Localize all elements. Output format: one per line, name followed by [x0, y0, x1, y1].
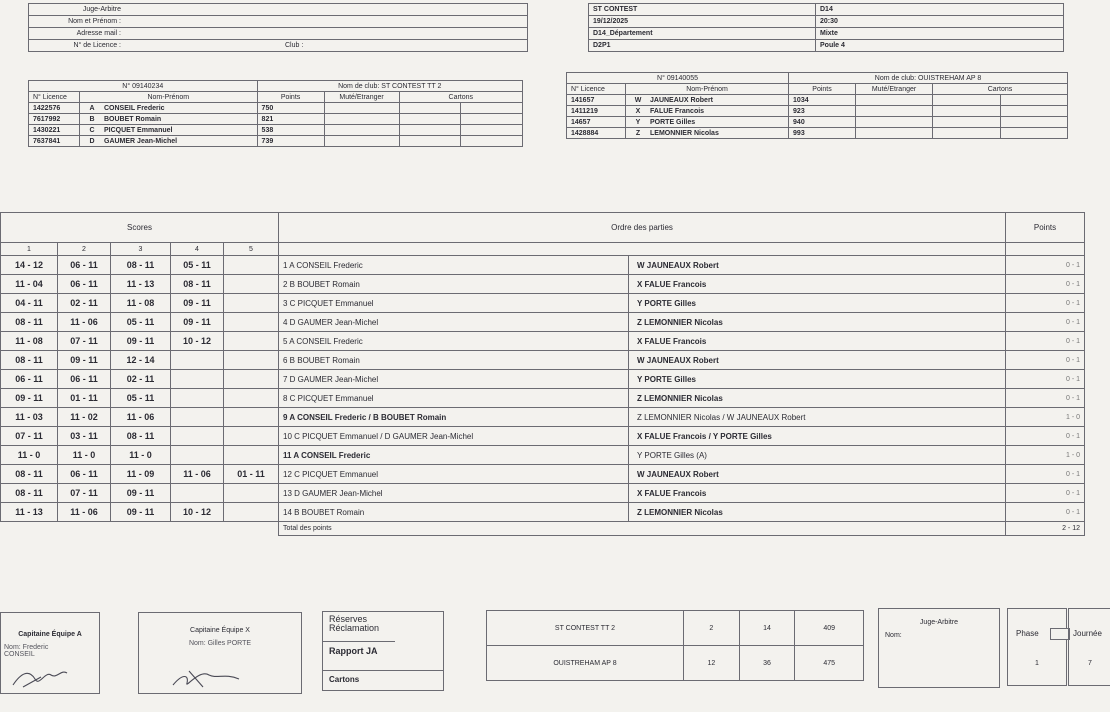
team-a-header-license: N° Licence [29, 92, 80, 103]
player-row [567, 106, 1068, 117]
match-player-x: Z LEMONNIER Nicolas [629, 389, 1006, 408]
player-row [29, 125, 523, 136]
captain-x-signature [169, 663, 249, 689]
match-info-value: Mixte [816, 28, 1064, 40]
player-letter: W [634, 96, 642, 104]
team-a-header-points: Points [257, 92, 324, 103]
score-row [1, 503, 1085, 522]
set-score: 11 - 06 [111, 408, 171, 427]
set-score: 09 - 11 [111, 332, 171, 351]
set-score: 11 - 0 [58, 446, 111, 465]
set-score: 11 - 04 [1, 275, 58, 294]
set-score: 08 - 11 [1, 351, 58, 370]
set-score: 08 - 11 [171, 275, 224, 294]
set-score: 09 - 11 [111, 484, 171, 503]
score-row [1, 332, 1085, 351]
player-points: 538 [257, 125, 324, 136]
player-cartons-cell-2 [461, 114, 523, 125]
phase-value: 1 [1035, 660, 1039, 667]
referee-box-name: Nom: [885, 632, 902, 639]
reserves-label: Réserves Réclamation [323, 612, 395, 642]
player-row [29, 114, 523, 125]
set-score: 11 - 0 [111, 446, 171, 465]
result-team: OUISTREHAM AP 8 [487, 646, 684, 681]
set-score: 11 - 06 [171, 465, 224, 484]
set-score [171, 351, 224, 370]
score-row [1, 484, 1085, 503]
player-letter: Y [635, 118, 641, 126]
player-cartons-cell-2 [1000, 106, 1068, 117]
set-score: 05 - 11 [111, 389, 171, 408]
player-row [29, 136, 523, 147]
set-score [224, 370, 279, 389]
scores-table [0, 212, 1085, 536]
player-cartons-cell [933, 95, 1000, 106]
set-score: 08 - 11 [1, 313, 58, 332]
player-points: 923 [789, 106, 856, 117]
set-score [224, 351, 279, 370]
captain-x-box [138, 612, 302, 694]
player-cartons-cell [933, 117, 1000, 128]
match-points: 0 - 1 [1006, 275, 1085, 294]
reserves-box [322, 611, 444, 691]
match-info-value: D14 [816, 4, 1064, 16]
set-score: 07 - 11 [1, 427, 58, 446]
player-name-text: FALUE Francois [650, 107, 705, 115]
scores-title: Scores [1, 213, 279, 243]
player-cartons-cell-2 [461, 103, 523, 114]
player-license: 1411219 [567, 106, 626, 117]
set-score: 08 - 11 [1, 484, 58, 503]
match-points: 0 - 1 [1006, 313, 1085, 332]
team-a-header-cartons: Cartons [399, 92, 522, 103]
player-name [80, 136, 258, 147]
match-info-row [589, 4, 1064, 16]
match-info-key: 19/12/2025 [589, 16, 816, 28]
team-x-table [566, 72, 1068, 139]
referee-club-label: Club : [125, 40, 528, 52]
set-score: 11 - 02 [58, 408, 111, 427]
player-cartons-cell-2 [461, 125, 523, 136]
player-mute-cell [856, 117, 933, 128]
team-x-number: N° 09140055 [567, 73, 789, 84]
player-points: 993 [789, 128, 856, 139]
set-score: 11 - 08 [1, 332, 58, 351]
set-score: 08 - 11 [111, 427, 171, 446]
order-title: Ordre des parties [279, 213, 1006, 243]
set-score: 11 - 13 [1, 503, 58, 522]
player-mute-cell [856, 106, 933, 117]
set-header-2: 2 [58, 243, 111, 256]
player-license: 1422576 [29, 103, 80, 114]
set-score: 01 - 11 [224, 465, 279, 484]
set-score: 07 - 11 [58, 484, 111, 503]
player-points: 739 [257, 136, 324, 147]
player-row [567, 128, 1068, 139]
team-a-number: N° 09140234 [29, 81, 258, 92]
player-name-text: LEMONNIER Nicolas [650, 129, 719, 137]
match-player-a: 2 B BOUBET Romain [279, 275, 629, 294]
score-row [1, 408, 1085, 427]
phase-checkbox[interactable] [1050, 628, 1070, 640]
player-letter: B [89, 115, 95, 123]
set-score: 06 - 11 [58, 275, 111, 294]
player-name-text: CONSEIL Frederic [104, 104, 165, 112]
set-score: 11 - 03 [1, 408, 58, 427]
player-name [626, 106, 789, 117]
set-score [224, 446, 279, 465]
match-player-x: W JAUNEAUX Robert [629, 465, 1006, 484]
match-player-x: X FALUE Francois [629, 275, 1006, 294]
result-row [487, 611, 864, 646]
match-player-x: Y PORTE Gilles [629, 294, 1006, 313]
set-score: 06 - 11 [58, 256, 111, 275]
match-points: 0 - 1 [1006, 503, 1085, 522]
player-letter: X [635, 107, 641, 115]
referee-email-label: Adresse mail : [29, 28, 126, 40]
player-name [626, 117, 789, 128]
rapport-label: Rapport JA [323, 642, 443, 671]
set-score: 06 - 11 [58, 370, 111, 389]
captain-a-title: Capitaine Équipe A [18, 631, 82, 638]
match-info-row [589, 40, 1064, 52]
journee-label: Journée [1073, 629, 1102, 638]
player-mute-cell [324, 125, 399, 136]
match-points: 0 - 1 [1006, 427, 1085, 446]
match-player-x: W JAUNEAUX Robert [629, 351, 1006, 370]
score-row [1, 465, 1085, 484]
match-info-row [589, 28, 1064, 40]
match-info-row [589, 16, 1064, 28]
set-score [224, 313, 279, 332]
match-points: 0 - 1 [1006, 389, 1085, 408]
match-player-x: X FALUE Francois [629, 484, 1006, 503]
match-player-x: X FALUE Francois [629, 332, 1006, 351]
result-value-1: 12 [684, 646, 740, 681]
team-x-header-points: Points [789, 84, 856, 95]
score-row [1, 389, 1085, 408]
set-score: 09 - 11 [171, 294, 224, 313]
match-points: 0 - 1 [1006, 351, 1085, 370]
set-score [224, 294, 279, 313]
set-score: 02 - 11 [58, 294, 111, 313]
team-x-club: Nom de club: OUISTREHAM AP 8 [789, 73, 1068, 84]
match-player-a: 7 D GAUMER Jean-Michel [279, 370, 629, 389]
set-score [224, 256, 279, 275]
set-score: 11 - 09 [111, 465, 171, 484]
player-name-text: BOUBET Romain [104, 115, 162, 123]
match-player-x: Z LEMONNIER Nicolas [629, 503, 1006, 522]
player-cartons-cell [399, 136, 461, 147]
referee-license-label: N° de Licence : [29, 40, 126, 52]
score-row [1, 256, 1085, 275]
set-score: 07 - 11 [58, 332, 111, 351]
set-score: 10 - 12 [171, 332, 224, 351]
match-points: 0 - 1 [1006, 370, 1085, 389]
captain-a-signature [11, 665, 71, 689]
player-cartons-cell [933, 106, 1000, 117]
set-score [224, 503, 279, 522]
match-player-x: Y PORTE Gilles (A) [629, 446, 1006, 465]
set-header-5: 5 [224, 243, 279, 256]
score-row [1, 370, 1085, 389]
player-points: 940 [789, 117, 856, 128]
player-name [80, 125, 258, 136]
match-points: 0 - 1 [1006, 332, 1085, 351]
player-cartons-cell-2 [1000, 117, 1068, 128]
score-row [1, 275, 1085, 294]
match-info-key: D2P1 [589, 40, 816, 52]
player-cartons-cell-2 [1000, 128, 1068, 139]
set-score [224, 275, 279, 294]
set-score: 08 - 11 [1, 465, 58, 484]
set-score [171, 484, 224, 503]
set-score: 09 - 11 [1, 389, 58, 408]
player-name [626, 128, 789, 139]
set-score [224, 389, 279, 408]
player-cartons-cell [399, 114, 461, 125]
captain-x-name: Nom: Gilles PORTE [188, 640, 252, 647]
score-row [1, 351, 1085, 370]
team-a-table [28, 80, 523, 147]
match-player-a: 8 C PICQUET Emmanuel [279, 389, 629, 408]
total-points: 2 - 12 [1006, 522, 1085, 536]
match-points: 0 - 1 [1006, 465, 1085, 484]
result-value-2: 14 [739, 611, 795, 646]
player-letter: D [89, 137, 95, 145]
player-cartons-cell [399, 125, 461, 136]
set-header-3: 3 [111, 243, 171, 256]
player-cartons-cell [933, 128, 1000, 139]
match-points: 0 - 1 [1006, 294, 1085, 313]
referee-title: Juge-Arbitre [29, 4, 126, 16]
team-x-header-name: Nom-Prénom [626, 84, 789, 95]
player-mute-cell [856, 95, 933, 106]
team-x-header-license: N° Licence [567, 84, 626, 95]
team-a-club: Nom de club: ST CONTEST TT 2 [257, 81, 522, 92]
points-title: Points [1006, 213, 1085, 243]
set-score [171, 446, 224, 465]
player-mute-cell [324, 114, 399, 125]
captain-a-box [0, 612, 100, 694]
player-name [80, 103, 258, 114]
player-license: 1428884 [567, 128, 626, 139]
set-score: 08 - 11 [111, 256, 171, 275]
match-points: 1 - 0 [1006, 446, 1085, 465]
match-player-x: X FALUE Francois / Y PORTE Gilles [629, 427, 1006, 446]
set-score: 09 - 11 [111, 503, 171, 522]
player-license: 14657 [567, 117, 626, 128]
player-points: 750 [257, 103, 324, 114]
match-player-a: 14 B BOUBET Romain [279, 503, 629, 522]
score-row [1, 446, 1085, 465]
set-score: 11 - 06 [58, 503, 111, 522]
player-row [567, 95, 1068, 106]
player-license: 7637841 [29, 136, 80, 147]
match-info-key: D14_Département [589, 28, 816, 40]
set-score [171, 389, 224, 408]
captain-a-name: Nom: Frederic CONSEIL [4, 644, 49, 658]
team-x-header-cartons: Cartons [933, 84, 1068, 95]
player-row [29, 103, 523, 114]
match-player-a: 13 D GAUMER Jean-Michel [279, 484, 629, 503]
match-points: 0 - 1 [1006, 256, 1085, 275]
match-player-a: 6 B BOUBET Romain [279, 351, 629, 370]
phase-box [1007, 608, 1067, 686]
match-info-table [588, 3, 1064, 52]
match-player-x: Z LEMONNIER Nicolas / W JAUNEAUX Robert [629, 408, 1006, 427]
set-score [224, 484, 279, 503]
team-a-header-name: Nom-Prénom [80, 92, 258, 103]
journee-box [1068, 608, 1110, 686]
set-score: 11 - 08 [111, 294, 171, 313]
match-player-a: 4 D GAUMER Jean-Michel [279, 313, 629, 332]
set-score: 06 - 11 [1, 370, 58, 389]
score-row [1, 294, 1085, 313]
set-score: 11 - 13 [111, 275, 171, 294]
total-label: Total des points [279, 522, 1006, 536]
score-row [1, 313, 1085, 332]
player-mute-cell [324, 136, 399, 147]
referee-box-title: Juge-Arbitre [919, 619, 959, 626]
match-player-x: W JAUNEAUX Robert [629, 256, 1006, 275]
result-row [487, 646, 864, 681]
set-score: 05 - 11 [111, 313, 171, 332]
set-header-1: 1 [1, 243, 58, 256]
set-score: 11 - 0 [1, 446, 58, 465]
player-name-text: PORTE Gilles [650, 118, 696, 126]
player-points: 821 [257, 114, 324, 125]
player-letter: Z [635, 129, 641, 137]
match-info-value: Poule 4 [816, 40, 1064, 52]
match-info-value: 20:30 [816, 16, 1064, 28]
match-player-a: 12 C PICQUET Emmanuel [279, 465, 629, 484]
set-score: 11 - 06 [58, 313, 111, 332]
player-letter: C [89, 126, 95, 134]
phase-label: Phase [1016, 629, 1039, 638]
player-name-text: PICQUET Emmanuel [104, 126, 173, 134]
set-score [224, 427, 279, 446]
player-name-text: GAUMER Jean-Michel [104, 137, 178, 145]
team-a-header-mute: Muté/Etranger [324, 92, 399, 103]
match-player-a: 3 C PICQUET Emmanuel [279, 294, 629, 313]
match-player-a: 10 C PICQUET Emmanuel / D GAUMER Jean-Michel [279, 427, 629, 446]
set-score [171, 408, 224, 427]
set-score [171, 427, 224, 446]
match-player-a: 5 A CONSEIL Frederic [279, 332, 629, 351]
player-name [80, 114, 258, 125]
set-score: 12 - 14 [111, 351, 171, 370]
player-license: 1430221 [29, 125, 80, 136]
player-letter: A [89, 104, 95, 112]
journee-value: 7 [1088, 660, 1092, 667]
team-x-header-mute: Muté/Etranger [856, 84, 933, 95]
player-cartons-cell-2 [461, 136, 523, 147]
player-cartons-cell [399, 103, 461, 114]
set-score: 06 - 11 [58, 465, 111, 484]
player-license: 141657 [567, 95, 626, 106]
match-points: 0 - 1 [1006, 484, 1085, 503]
score-row [1, 427, 1085, 446]
set-score: 10 - 12 [171, 503, 224, 522]
result-value-3: 409 [795, 611, 864, 646]
set-score: 02 - 11 [111, 370, 171, 389]
set-score: 09 - 11 [171, 313, 224, 332]
match-player-a: 9 A CONSEIL Frederic / B BOUBET Romain [279, 408, 629, 427]
set-score [224, 408, 279, 427]
set-score: 09 - 11 [58, 351, 111, 370]
player-row [567, 117, 1068, 128]
result-team: ST CONTEST TT 2 [487, 611, 684, 646]
set-score: 05 - 11 [171, 256, 224, 275]
player-points: 1034 [789, 95, 856, 106]
cartons-label: Cartons [329, 675, 360, 684]
match-points: 1 - 0 [1006, 408, 1085, 427]
player-cartons-cell-2 [1000, 95, 1068, 106]
match-info-key: ST CONTEST [589, 4, 816, 16]
player-mute-cell [856, 128, 933, 139]
player-mute-cell [324, 103, 399, 114]
set-header-4: 4 [171, 243, 224, 256]
set-score: 04 - 11 [1, 294, 58, 313]
player-name [626, 95, 789, 106]
set-score [224, 332, 279, 351]
referee-box [878, 608, 1000, 688]
match-player-x: Z LEMONNIER Nicolas [629, 313, 1006, 332]
referee-name-label: Nom et Prénom : [29, 16, 126, 28]
match-player-x: Y PORTE Gilles [629, 370, 1006, 389]
set-score: 14 - 12 [1, 256, 58, 275]
results-table [486, 610, 864, 681]
set-score: 01 - 11 [58, 389, 111, 408]
referee-info-table [28, 3, 528, 52]
captain-x-title: Capitaine Équipe X [190, 627, 250, 634]
player-license: 7617992 [29, 114, 80, 125]
result-value-2: 36 [739, 646, 795, 681]
result-value-3: 475 [795, 646, 864, 681]
set-score [171, 370, 224, 389]
player-name-text: JAUNEAUX Robert [650, 96, 714, 104]
set-score: 03 - 11 [58, 427, 111, 446]
match-player-a: 11 A CONSEIL Frederic [279, 446, 629, 465]
match-player-a: 1 A CONSEIL Frederic [279, 256, 629, 275]
result-value-1: 2 [684, 611, 740, 646]
